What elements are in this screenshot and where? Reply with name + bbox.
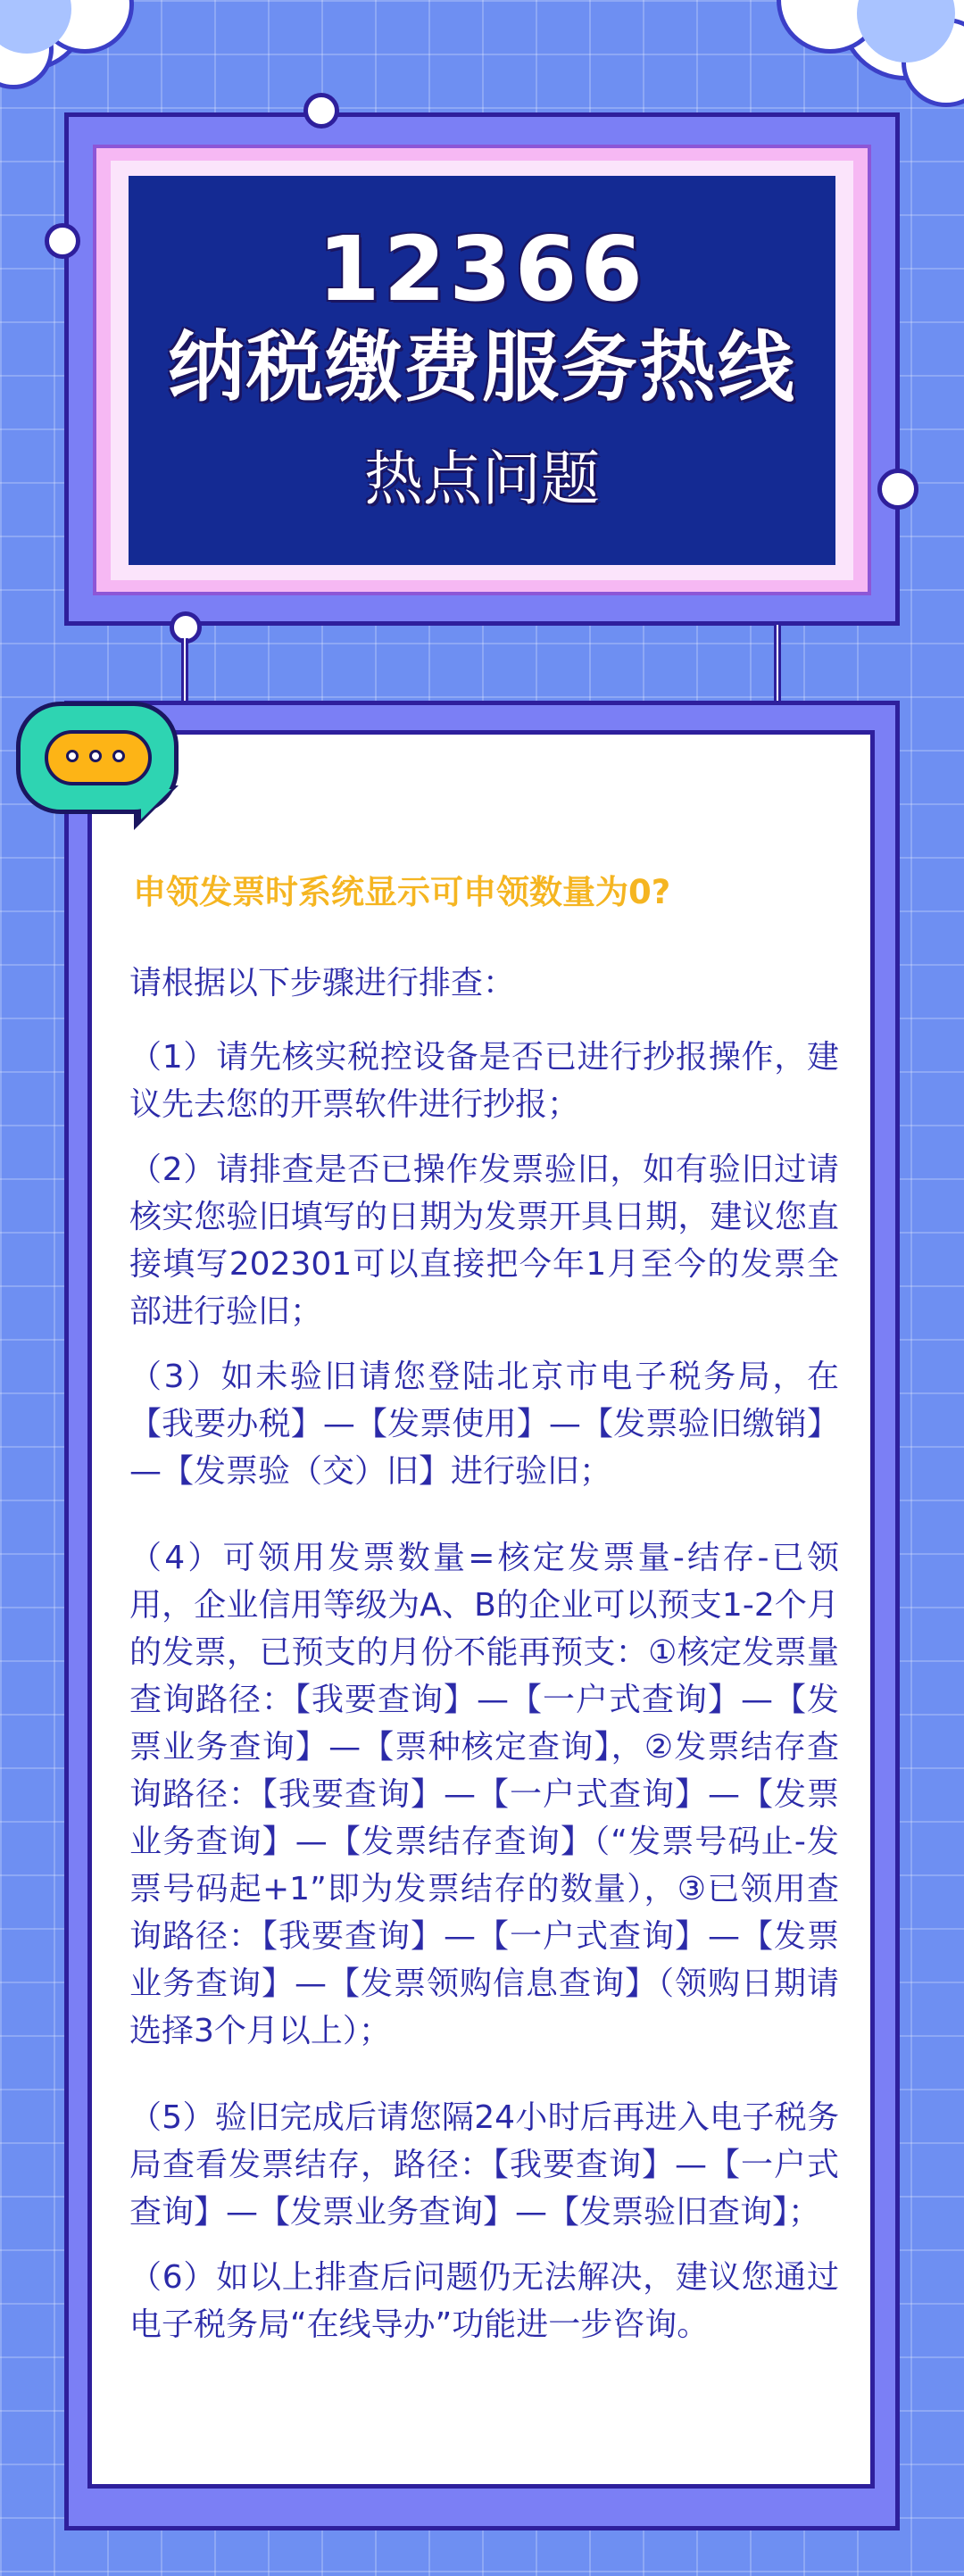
header-board [129,176,835,565]
intro-text: 请根据以下步骤进行排查： [129,965,516,1001]
step-2: （2）请排查是否已操作发票验旧，如有验旧过请核实您验旧填写的日期为发票开具日期，建议您直接填写202301可以直接把今年1月至今的发票全部进行验旧； [129,1151,839,1330]
ellipsis-icon [45,730,152,785]
step-6: （6）如以上排查后问题仍无法解决，建议您通过电子税务局“在线导办”功能进一步咨询。 [129,2259,839,2343]
step-1: （1）请先核实税控设备是否已进行抄报操作，建议先去您的开票软件进行抄报； [129,1039,839,1123]
step-4: （4）可领用发票数量=核定发票量-结存-已领用，企业信用等级为A、B的企业可以预支1-2个月的发票，已预支的月份不能再预支：①核定发票量查询路径：【我要查询】—【一户式查询】—【发票业务查询】—【票种核定查询】，②发票结存查询路径：【我要查询】—【一户式查询】—【发票业务查询】—【发票结存查询】（“发票号码止-发票号码起+1”即为发票结存的数量），③已领用查询路径：【我要查询】—【一户式查询】—【发票业务查询】—【发票领购信息查询】（领购日期请选择3个月以上）； [129,1540,839,2049]
step-3: （3）如未验旧请您登陆北京市电子税务局，在【我要办税】—【发票使用】—【发票验旧缴销】—【发票验（交）旧】进行验旧； [129,1359,839,1490]
page-title: 纳税缴费服务热线 [168,323,796,412]
step-5: （5）验旧完成后请您隔24小时后再进入电子税务局查看发票结存，路径：【我要查询】—【一户式查询】—【发票业务查询】—【发票验旧查询】； [129,2099,839,2231]
hotline-number: 12366 [318,217,646,321]
page-subtitle: 热点问题 [364,445,600,513]
question-title: 申领发票时系统显示可申领数量为0? [133,873,671,911]
chat-bubble-tail-fill [141,789,171,819]
decor-dot-left [45,223,80,259]
decor-dot-right [877,469,918,510]
decor-dot-top [303,93,339,129]
faq-content [129,870,839,2366]
